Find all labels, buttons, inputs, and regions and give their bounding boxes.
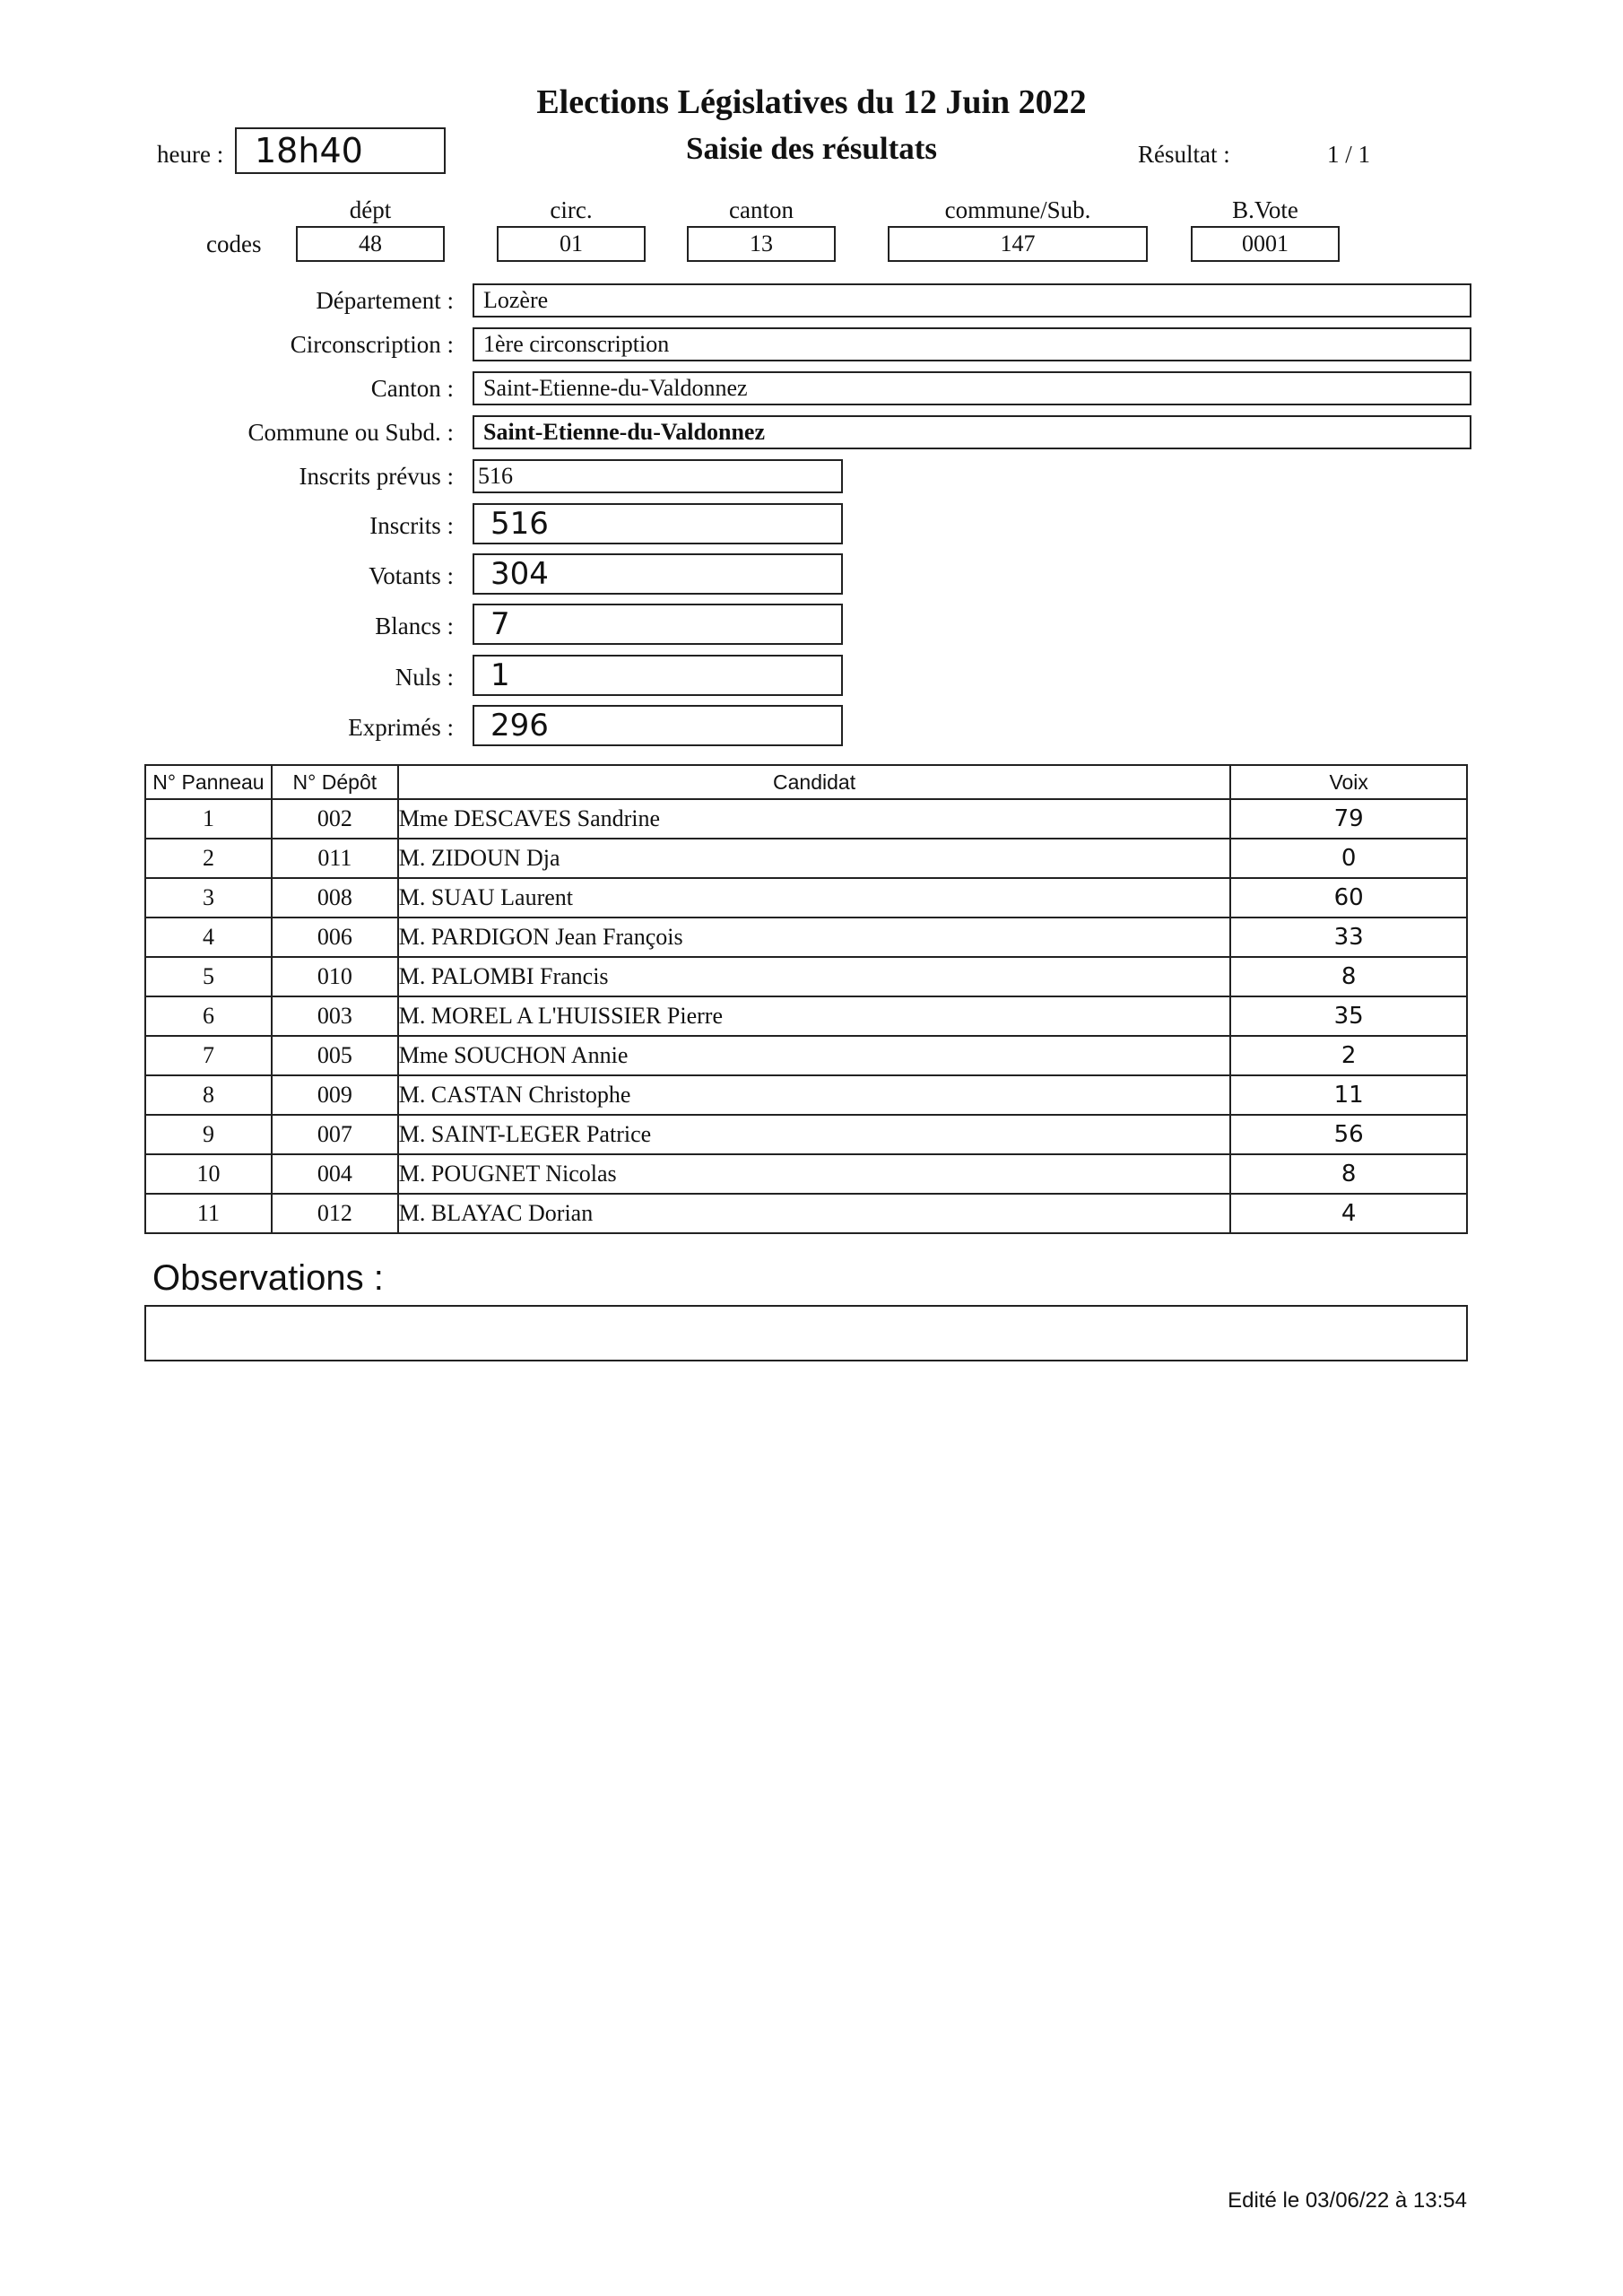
- cell-depot: 004: [272, 1154, 398, 1194]
- observations-label: Observations :: [152, 1258, 384, 1298]
- inscrits-label: Inscrits :: [369, 512, 454, 539]
- cell-voix[interactable]: 8: [1230, 1154, 1467, 1194]
- table-header-row: [145, 765, 1467, 799]
- cell-voix[interactable]: 60: [1230, 878, 1467, 918]
- resultat-value: 1 / 1: [1327, 141, 1371, 168]
- canton-field[interactable]: Saint-Etienne-du-Valdonnez: [473, 371, 1471, 405]
- cell-voix[interactable]: 0: [1230, 839, 1467, 878]
- cell-depot: 012: [272, 1194, 398, 1233]
- departement-label: Département :: [316, 287, 454, 314]
- inscrits-prevus-field[interactable]: 516: [473, 459, 843, 493]
- canton-label: Canton :: [370, 375, 454, 402]
- cell-voix[interactable]: 4: [1230, 1194, 1467, 1233]
- page-title: Elections Législatives du 12 Juin 2022: [536, 83, 1087, 121]
- table-row: [145, 996, 1467, 1036]
- cell-candidat: Mme SOUCHON Annie: [398, 1036, 1231, 1075]
- code-commune-field[interactable]: 147: [888, 226, 1148, 262]
- table-row: [145, 799, 1467, 839]
- results-table: [144, 764, 1468, 1234]
- cell-candidat: M. SUAU Laurent: [398, 878, 1231, 918]
- cell-candidat: M. CASTAN Christophe: [398, 1075, 1231, 1115]
- circonscription-label: Circonscription :: [290, 331, 454, 358]
- cell-depot: 006: [272, 918, 398, 957]
- cell-voix[interactable]: 35: [1230, 996, 1467, 1036]
- heure-field[interactable]: 18h40: [235, 127, 446, 174]
- votants-label: Votants :: [369, 562, 454, 589]
- cell-panneau: 6: [145, 996, 272, 1036]
- cell-panneau: 9: [145, 1115, 272, 1154]
- cell-voix[interactable]: 11: [1230, 1075, 1467, 1115]
- cell-depot: 002: [272, 799, 398, 839]
- cell-voix[interactable]: 79: [1230, 799, 1467, 839]
- cell-candidat: M. PALOMBI Francis: [398, 957, 1231, 996]
- code-bvote-label: B.Vote: [1232, 196, 1298, 223]
- circonscription-field[interactable]: 1ère circonscription: [473, 327, 1471, 361]
- commune-label: Commune ou Subd. :: [247, 419, 454, 446]
- code-canton-label: canton: [729, 196, 794, 223]
- cell-panneau: 4: [145, 918, 272, 957]
- blancs-field[interactable]: 7: [473, 604, 843, 645]
- observations-field[interactable]: [144, 1305, 1468, 1361]
- header-panneau: N° Panneau: [145, 765, 272, 799]
- header-voix: Voix: [1230, 765, 1467, 799]
- cell-depot: 009: [272, 1075, 398, 1115]
- cell-depot: 003: [272, 996, 398, 1036]
- cell-panneau: 1: [145, 799, 272, 839]
- header-depot: N° Dépôt: [272, 765, 398, 799]
- exprimes-label: Exprimés :: [348, 714, 454, 741]
- cell-voix[interactable]: 56: [1230, 1115, 1467, 1154]
- nuls-field[interactable]: 1: [473, 655, 843, 696]
- heure-label: heure :: [157, 141, 224, 168]
- cell-voix[interactable]: 8: [1230, 957, 1467, 996]
- page-subtitle: Saisie des résultats: [686, 131, 937, 166]
- cell-depot: 007: [272, 1115, 398, 1154]
- cell-depot: 005: [272, 1036, 398, 1075]
- cell-candidat: Mme DESCAVES Sandrine: [398, 799, 1231, 839]
- table-row: [145, 1154, 1467, 1194]
- votants-field[interactable]: 304: [473, 553, 843, 595]
- table-row: [145, 1075, 1467, 1115]
- code-circ-field[interactable]: 01: [497, 226, 646, 262]
- cell-voix[interactable]: 2: [1230, 1036, 1467, 1075]
- cell-candidat: M. BLAYAC Dorian: [398, 1194, 1231, 1233]
- resultat-label: Résultat :: [1138, 141, 1230, 168]
- table-row: [145, 839, 1467, 878]
- code-bvote-field[interactable]: 0001: [1191, 226, 1340, 262]
- code-circ-label: circ.: [550, 196, 593, 223]
- cell-panneau: 3: [145, 878, 272, 918]
- table-row: [145, 1036, 1467, 1075]
- commune-field[interactable]: Saint-Etienne-du-Valdonnez: [473, 415, 1471, 449]
- inscrits-field[interactable]: 516: [473, 503, 843, 544]
- code-commune-label: commune/Sub.: [944, 196, 1091, 223]
- cell-depot: 008: [272, 878, 398, 918]
- cell-panneau: 7: [145, 1036, 272, 1075]
- cell-panneau: 8: [145, 1075, 272, 1115]
- table-row: [145, 957, 1467, 996]
- cell-candidat: M. SAINT-LEGER Patrice: [398, 1115, 1231, 1154]
- cell-voix[interactable]: 33: [1230, 918, 1467, 957]
- code-canton-field[interactable]: 13: [687, 226, 836, 262]
- edited-timestamp: Edité le 03/06/22 à 13:54: [1228, 2188, 1467, 2213]
- table-row: [145, 878, 1467, 918]
- cell-candidat: M. ZIDOUN Dja: [398, 839, 1231, 878]
- table-row: [145, 1115, 1467, 1154]
- cell-depot: 010: [272, 957, 398, 996]
- cell-depot: 011: [272, 839, 398, 878]
- blancs-label: Blancs :: [375, 613, 454, 639]
- nuls-label: Nuls :: [395, 664, 454, 691]
- cell-panneau: 2: [145, 839, 272, 878]
- departement-field[interactable]: Lozère: [473, 283, 1471, 317]
- cell-candidat: M. PARDIGON Jean François: [398, 918, 1231, 957]
- exprimes-field[interactable]: 296: [473, 705, 843, 746]
- inscrits-prevus-label: Inscrits prévus :: [299, 463, 454, 490]
- header-candidat: Candidat: [398, 765, 1231, 799]
- cell-panneau: 11: [145, 1194, 272, 1233]
- codes-row-label: codes: [206, 230, 262, 257]
- code-dept-label: dépt: [349, 196, 392, 223]
- cell-panneau: 5: [145, 957, 272, 996]
- table-row: [145, 918, 1467, 957]
- table-row: [145, 1194, 1467, 1233]
- code-dept-field[interactable]: 48: [296, 226, 445, 262]
- cell-candidat: M. POUGNET Nicolas: [398, 1154, 1231, 1194]
- cell-panneau: 10: [145, 1154, 272, 1194]
- cell-candidat: M. MOREL A L'HUISSIER Pierre: [398, 996, 1231, 1036]
